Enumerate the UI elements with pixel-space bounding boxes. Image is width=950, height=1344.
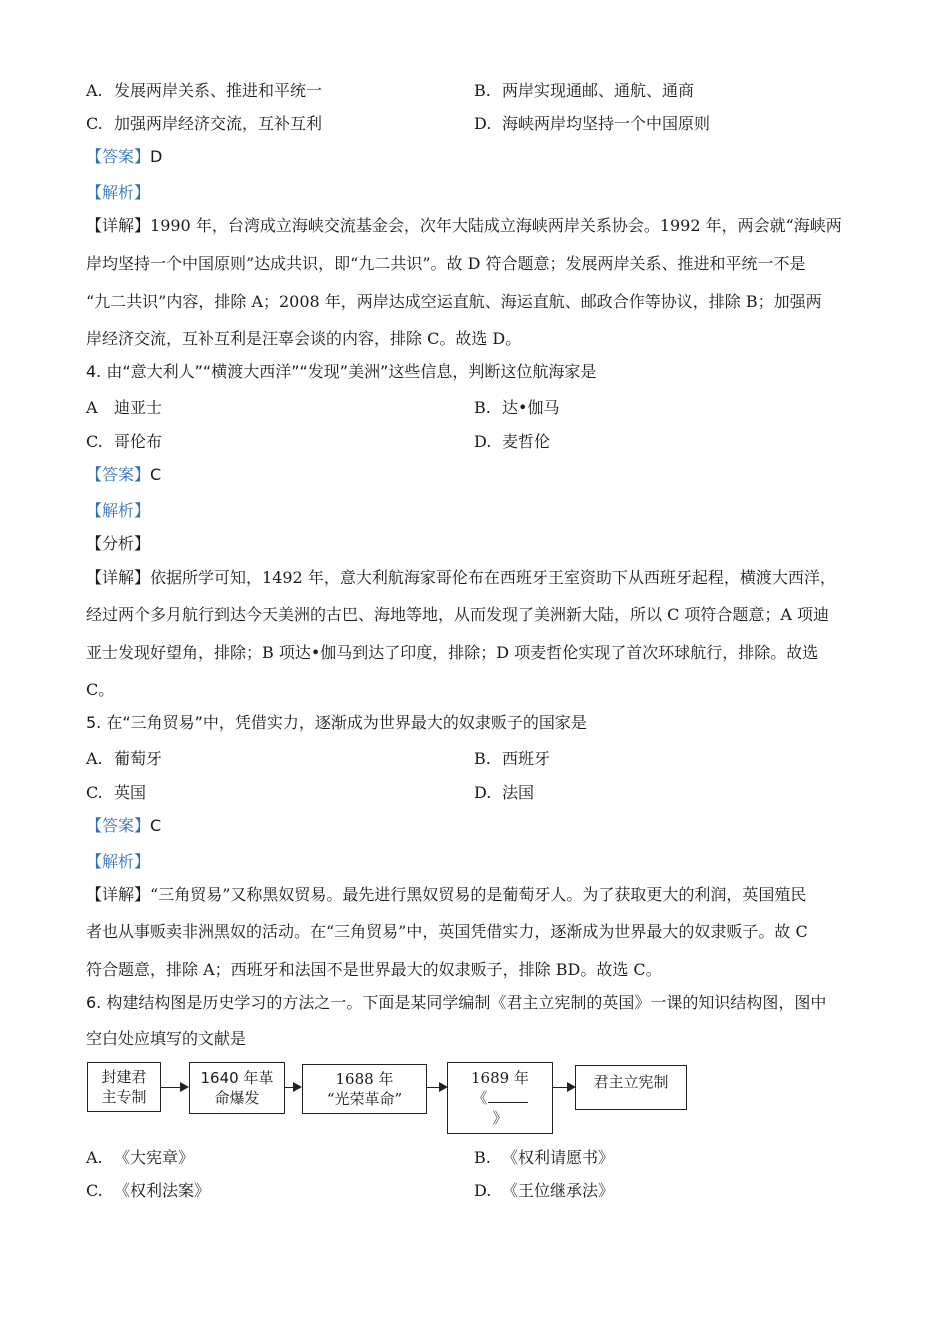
- q6-stem-line-2: 空白处应填写的文献是: [86, 1029, 247, 1048]
- fill-in-blank: [488, 1088, 528, 1103]
- q5-option-d: D. 法国: [474, 783, 535, 802]
- q5-option-c: C. 英国: [86, 783, 147, 802]
- diagram-box-1640-revolution: 1640 年革 命爆发: [189, 1062, 285, 1114]
- diagram-box-1689-document: 1689 年 《 》: [447, 1062, 553, 1134]
- q4-answer: 【答案】C: [86, 465, 162, 484]
- q5-option-a: A. 葡萄牙: [86, 749, 163, 768]
- q5-detail-line-1: 【详解】“三角贸易”又称黑奴贸易。最先进行黑奴贸易的是葡萄牙人。为了获取更大的利润，英国殖民: [86, 885, 807, 904]
- q4-stem: 4. 由“意大利人”“横渡大西洋”“发现”美洲”这些信息，判断这位航海家是: [86, 362, 597, 381]
- q6-stem-line-1: 6. 构建结构图是历史学习的方法之一。下面是某同学编制《君主立宪制的英国》一课的知识结构图，图中: [86, 993, 827, 1012]
- q6-option-d: D. 《王位继承法》: [474, 1181, 615, 1200]
- diagram-arrow-2: [285, 1087, 300, 1088]
- q4-detail-line-3: 亚士发现好望角，排除；B 项达•伽马到达了印度，排除；D 项麦哲伦实现了首次环球航行，排除。故选: [86, 643, 819, 662]
- diagram-arrow-4: [553, 1087, 574, 1088]
- q3-detail-line-2: 岸均坚持一个中国原则”达成共识，即“九二共识”。故 D 符合题意；发展两岸关系、推进和平统一不是: [86, 254, 806, 273]
- q5-answer: 【答案】C: [86, 816, 162, 835]
- q4-analysis-tag: 【解析】: [86, 501, 151, 520]
- diagram-box-1688-glorious-revolution: 1688 年 “光荣革命”: [302, 1064, 427, 1114]
- q3-analysis-tag: 【解析】: [86, 183, 151, 202]
- q3-option-a: A. 发展两岸关系、推进和平统一: [86, 81, 323, 100]
- diagram-arrow-1: [161, 1087, 187, 1088]
- q6-option-a: A. 《大宪章》: [86, 1148, 195, 1167]
- q3-option-d: D. 海峡两岸均坚持一个中国原则: [474, 114, 711, 133]
- q3-option-b: B. 两岸实现通邮、通航、通商: [474, 81, 695, 100]
- q3-answer: 【答案】D: [86, 147, 163, 166]
- q5-analysis-tag: 【解析】: [86, 852, 151, 871]
- q3-detail-line-4: 岸经济交流，互补互利是汪辜会谈的内容，排除 C。故选 D。: [86, 329, 522, 348]
- q4-option-c: C. 哥伦布: [86, 432, 163, 451]
- q5-option-b: B. 西班牙: [474, 749, 551, 768]
- q5-detail-line-2: 者也从事贩卖非洲黑奴的活动。在“三角贸易”中，英国凭借实力，逐渐成为世界最大的奴隶贩子。故 C: [86, 922, 808, 941]
- q4-fenxi-tag: 【分析】: [86, 534, 151, 553]
- diagram-box-constitutional-monarchy: 君主立宪制: [575, 1065, 687, 1110]
- q5-stem: 5. 在“三角贸易”中，凭借实力，逐渐成为世界最大的奴隶贩子的国家是: [86, 713, 587, 732]
- q3-detail-line-1: 【详解】1990 年，台湾成立海峡交流基金会，次年大陆成立海峡两岸关系协会。1992 年，两会就“海峡两: [86, 216, 842, 235]
- q4-detail-line-2: 经过两个多月航行到达今天美洲的古巴、海地等地，从而发现了美洲新大陆，所以 C 项符合题意；A 项迪: [86, 605, 830, 624]
- diagram-arrow-3: [427, 1087, 446, 1088]
- q4-option-b: B. 达•伽马: [474, 398, 560, 417]
- q4-option-a: A 迪亚士: [86, 398, 163, 417]
- diagram-box-feudal-autocracy: 封建君 主专制: [87, 1062, 161, 1112]
- q5-detail-line-3: 符合题意，排除 A；西班牙和法国不是世界最大的奴隶贩子，排除 BD。故选 C。: [86, 960, 662, 979]
- q6-option-c: C. 《权利法案》: [86, 1181, 211, 1200]
- q4-detail-line-4: C。: [86, 680, 115, 699]
- q3-option-c: C. 加强两岸经济交流，互补互利: [86, 114, 323, 133]
- q4-detail-line-1: 【详解】依据所学可知，1492 年，意大利航海家哥伦布在西班牙王室资助下从西班牙起程，横渡大西洋，: [86, 568, 836, 587]
- q6-option-b: B. 《权利请愿书》: [474, 1148, 615, 1167]
- q4-option-d: D. 麦哲伦: [474, 432, 551, 451]
- q3-detail-line-3: “九二共识”内容，排除 A；2008 年，两岸达成空运直航、海运直航、邮政合作等协议，排除 B；加强两: [86, 292, 822, 311]
